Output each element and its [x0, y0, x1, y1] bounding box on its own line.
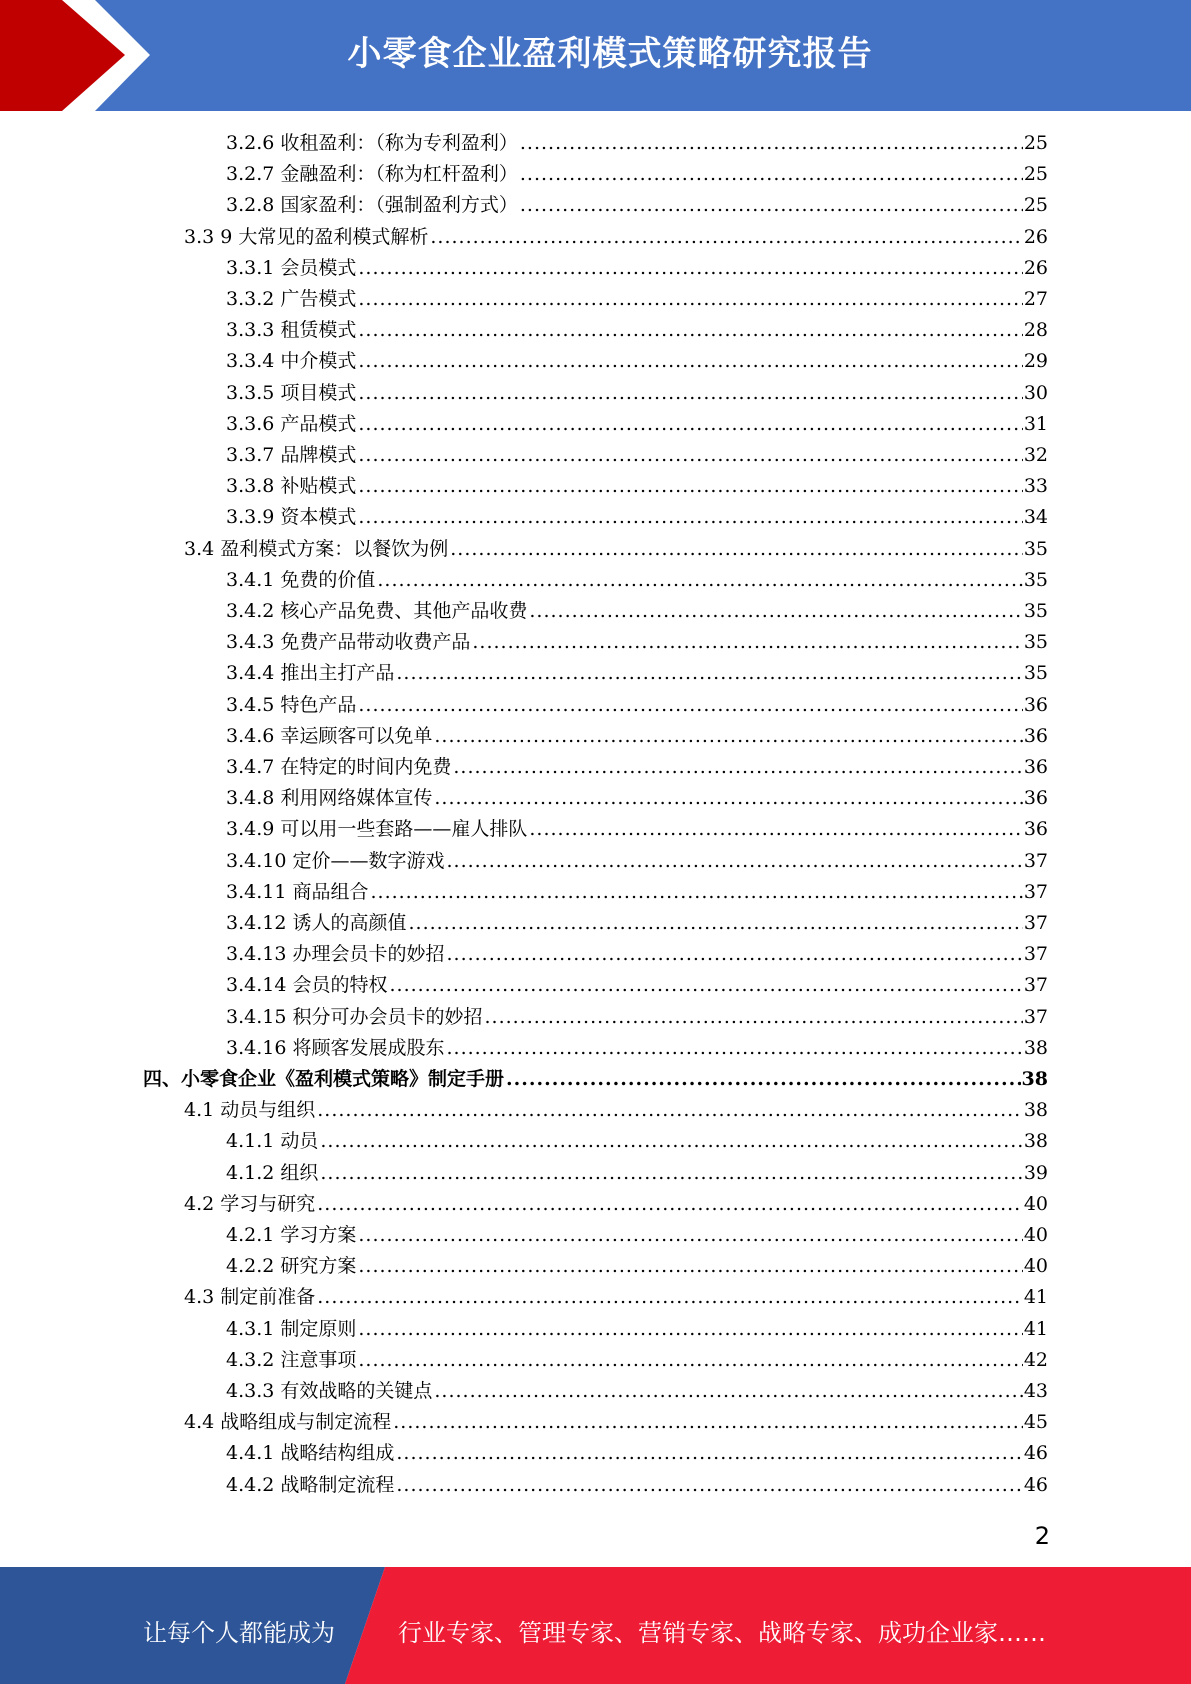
toc-entry[interactable]: [226, 658, 1048, 689]
toc-entry[interactable]: [226, 128, 1048, 159]
toc-entry-label: 3.3.1 会员模式: [226, 257, 357, 279]
toc-entry[interactable]: [226, 471, 1048, 502]
toc-entry[interactable]: [226, 596, 1048, 627]
toc-dot-leader: [453, 756, 1022, 778]
toc-entry-label: 3.3.7 品牌模式: [226, 444, 357, 466]
toc-entry-label: 3.4.2 核心产品免费、其他产品收费: [226, 600, 528, 622]
toc-entry-label: 4.3.1 制定原则: [226, 1318, 357, 1340]
toc-entry-label: 3.3.4 中介模式: [226, 350, 357, 372]
toc-entry-label: 4.4 战略组成与制定流程: [184, 1411, 392, 1433]
toc-entry-label: 3.4.6 幸运顾客可以免单: [226, 725, 433, 747]
toc-entry-page: 45: [1023, 1411, 1048, 1433]
toc-dot-leader: [529, 818, 1022, 840]
toc-entry-label: 3.3.8 补贴模式: [226, 475, 357, 497]
toc-entry[interactable]: [226, 1345, 1048, 1376]
toc-entry-page: 31: [1023, 413, 1048, 435]
page-footer: [0, 1567, 1191, 1684]
toc-entry-label: 4.3.3 有效战略的关键点: [226, 1380, 433, 1402]
toc-dot-leader: [446, 1037, 1022, 1059]
toc-entry[interactable]: [226, 627, 1048, 658]
toc-dot-leader: [358, 506, 1022, 528]
toc-dot-leader: [396, 1442, 1022, 1464]
toc-entry-page: 43: [1023, 1380, 1048, 1402]
toc-entry-page: 41: [1023, 1286, 1048, 1308]
toc-entry-label: 3.3.6 产品模式: [226, 413, 357, 435]
toc-entry[interactable]: [226, 565, 1048, 596]
toc-entry[interactable]: [226, 752, 1048, 783]
toc-entry-page: 38: [1021, 1068, 1048, 1090]
toc-entry[interactable]: [226, 409, 1048, 440]
toc-entry-page: 36: [1023, 694, 1048, 716]
toc-entry[interactable]: [226, 1251, 1048, 1282]
toc-entry-label: 3.2.8 国家盈利：（强制盈利方式）: [226, 194, 518, 216]
toc-entry[interactable]: [226, 1470, 1048, 1501]
toc-entry-label: 4.3.2 注意事项: [226, 1349, 357, 1371]
toc-dot-leader: [396, 1474, 1022, 1496]
toc-dot-leader: [358, 413, 1022, 435]
toc-entry-page: 42: [1023, 1349, 1048, 1371]
toc-entry-label: 3.4.5 特色产品: [226, 694, 357, 716]
toc-entry-page: 36: [1023, 756, 1048, 778]
toc-dot-leader: [389, 974, 1022, 996]
toc-dot-leader: [358, 1318, 1022, 1340]
toc-entry[interactable]: [226, 690, 1048, 721]
toc-entry-page: 40: [1023, 1224, 1048, 1246]
toc-dot-leader: [358, 350, 1022, 372]
toc-entry[interactable]: [226, 1033, 1048, 1064]
toc-dot-leader: [434, 725, 1022, 747]
toc-entry-page: 29: [1023, 350, 1048, 372]
toc-entry-page: 38: [1023, 1130, 1048, 1152]
toc-entry-page: 28: [1023, 319, 1048, 341]
toc-entry-label: 3.4.4 推出主打产品: [226, 662, 395, 684]
toc-entry-label: 3.3.5 项目模式: [226, 382, 357, 404]
toc-dot-leader: [317, 1286, 1023, 1308]
toc-dot-leader: [472, 631, 1022, 653]
toc-entry-label: 3.4.8 利用网络媒体宣传: [226, 787, 433, 809]
toc-entry-page: 25: [1023, 194, 1048, 216]
toc-entry-label: 4.1.2 组织: [226, 1162, 319, 1184]
toc-entry[interactable]: [143, 1064, 1048, 1095]
toc-entry-page: 27: [1023, 288, 1048, 310]
toc-entry-page: 40: [1023, 1255, 1048, 1277]
toc-entry[interactable]: [226, 1002, 1048, 1033]
toc-entry-page: 35: [1023, 600, 1048, 622]
toc-entry-label: 3.4 盈利模式方案：以餐饮为例: [184, 538, 449, 560]
toc-entry[interactable]: [184, 1189, 1048, 1220]
toc-entry[interactable]: [226, 378, 1048, 409]
toc-entry[interactable]: [226, 1126, 1048, 1157]
toc-entry-page: 35: [1023, 538, 1048, 560]
toc-entry-page: 26: [1023, 226, 1048, 248]
toc-dot-leader: [529, 600, 1022, 622]
toc-dot-leader: [446, 943, 1022, 965]
toc-entry-label: 4.2.1 学习方案: [226, 1224, 357, 1246]
toc-entry-page: 34: [1023, 506, 1048, 528]
toc-entry-page: 25: [1023, 163, 1048, 185]
toc-entry-label: 4.4.2 战略制定流程: [226, 1474, 395, 1496]
toc-entry[interactable]: [226, 783, 1048, 814]
toc-entry[interactable]: [184, 222, 1048, 253]
toc-dot-leader: [358, 288, 1022, 310]
toc-entry-label: 3.3.3 租赁模式: [226, 319, 357, 341]
toc-dot-leader: [506, 1068, 1021, 1090]
toc-entry-page: 35: [1023, 662, 1048, 684]
toc-entry-label: 3.4.11 商品组合: [226, 881, 369, 903]
toc-entry-label: 3.3.9 资本模式: [226, 506, 357, 528]
toc-entry-label: 四、小零食企业《盈利模式策略》制定手册: [143, 1068, 505, 1090]
toc-entry-page: 37: [1023, 943, 1048, 965]
toc-entry-label: 3.3 9 大常见的盈利模式解析: [184, 226, 429, 248]
toc-entry-label: 3.4.16 将顾客发展成股东: [226, 1037, 445, 1059]
toc-entry-page: 36: [1023, 725, 1048, 747]
toc-entry-label: 3.3.2 广告模式: [226, 288, 357, 310]
toc-dot-leader: [520, 132, 1023, 154]
toc-dot-leader: [358, 382, 1022, 404]
toc-entry[interactable]: [226, 253, 1048, 284]
toc-dot-leader: [358, 1349, 1022, 1371]
toc-entry[interactable]: [226, 1376, 1048, 1407]
toc-entry-page: 35: [1023, 569, 1048, 591]
toc-entry-label: 4.4.1 战略结构组成: [226, 1442, 395, 1464]
toc-entry-page: 39: [1023, 1162, 1048, 1184]
toc-entry-page: 37: [1023, 850, 1048, 872]
toc-entry-page: 37: [1023, 881, 1048, 903]
toc-entry-label: 3.4.7 在特定的时间内免费: [226, 756, 452, 778]
toc-entry-label: 3.2.7 金融盈利：（称为杠杆盈利）: [226, 163, 518, 185]
toc-dot-leader: [434, 787, 1022, 809]
toc-dot-leader: [377, 569, 1022, 591]
toc-entry-page: 37: [1023, 1006, 1048, 1028]
toc-dot-leader: [430, 226, 1022, 248]
toc-dot-leader: [317, 1099, 1023, 1121]
toc-entry-page: 35: [1023, 631, 1048, 653]
document-title: 小零食企业盈利模式策略研究报告: [347, 34, 873, 74]
toc-dot-leader: [520, 194, 1023, 216]
toc-entry-page: 38: [1023, 1099, 1048, 1121]
toc-dot-leader: [396, 662, 1022, 684]
toc-entry[interactable]: [226, 1438, 1048, 1469]
toc-dot-leader: [358, 444, 1022, 466]
toc-entry-label: 4.1 动员与组织: [184, 1099, 316, 1121]
toc-entry-page: 40: [1023, 1193, 1048, 1215]
toc-entry-label: 4.1.1 动员: [226, 1130, 319, 1152]
toc-entry[interactable]: [226, 502, 1048, 533]
toc-entry[interactable]: [226, 346, 1048, 377]
toc-entry[interactable]: [226, 908, 1048, 939]
toc-entry-label: 4.2.2 研究方案: [226, 1255, 357, 1277]
toc-entry[interactable]: [226, 1158, 1048, 1189]
toc-dot-leader: [320, 1162, 1022, 1184]
toc-entry-page: 32: [1023, 444, 1048, 466]
toc-dot-leader: [358, 1255, 1022, 1277]
toc-entry-label: 3.4.1 免费的价值: [226, 569, 376, 591]
toc-entry-page: 37: [1023, 974, 1048, 996]
toc-entry-page: 25: [1023, 132, 1048, 154]
toc-entry[interactable]: [226, 939, 1048, 970]
toc-dot-leader: [520, 163, 1023, 185]
toc-entry-page: 30: [1023, 382, 1048, 404]
toc-entry[interactable]: [226, 1314, 1048, 1345]
toc-entry-label: 3.4.10 定价——数字游戏: [226, 850, 445, 872]
toc-entry-label: 3.4.3 免费产品带动收费产品: [226, 631, 471, 653]
toc-dot-leader: [408, 912, 1022, 934]
toc-entry-page: 36: [1023, 787, 1048, 809]
toc-dot-leader: [393, 1411, 1023, 1433]
toc-entry-page: 46: [1023, 1442, 1048, 1464]
toc-dot-leader: [370, 881, 1022, 903]
toc-entry[interactable]: [184, 1095, 1048, 1126]
toc-dot-leader: [358, 475, 1022, 497]
toc-dot-leader: [358, 319, 1022, 341]
toc-entry-page: 36: [1023, 818, 1048, 840]
toc-entry-label: 3.4.15 积分可办会员卡的妙招: [226, 1006, 483, 1028]
toc-entry-page: 46: [1023, 1474, 1048, 1496]
toc-entry[interactable]: [226, 190, 1048, 221]
toc-entry[interactable]: [226, 1220, 1048, 1251]
toc-dot-leader: [358, 257, 1022, 279]
toc-dot-leader: [450, 538, 1023, 560]
toc-entry-label: 3.4.14 会员的特权: [226, 974, 388, 996]
toc-entry-label: 3.4.13 办理会员卡的妙招: [226, 943, 445, 965]
toc-dot-leader: [434, 1380, 1022, 1402]
toc-entry-label: 3.4.9 可以用一些套路——雇人排队: [226, 818, 528, 840]
toc-entry[interactable]: [226, 877, 1048, 908]
toc-dot-leader: [317, 1193, 1023, 1215]
toc-entry[interactable]: [226, 970, 1048, 1001]
page-number: 2: [1034, 1522, 1050, 1550]
toc-entry[interactable]: [226, 814, 1048, 845]
toc-entry-label: 3.2.6 收租盈利：（称为专利盈利）: [226, 132, 518, 154]
footer-slogan-right: 行业专家、管理专家、营销专家、战略专家、成功企业家……: [398, 1619, 1046, 1647]
toc-entry[interactable]: [226, 846, 1048, 877]
toc-entry-page: 38: [1023, 1037, 1048, 1059]
toc-entry[interactable]: [226, 284, 1048, 315]
toc-entry-label: 4.2 学习与研究: [184, 1193, 316, 1215]
toc-entry[interactable]: [226, 315, 1048, 346]
toc-entry-page: 41: [1023, 1318, 1048, 1340]
toc-entry-label: 4.3 制定前准备: [184, 1286, 316, 1308]
toc-entry-page: 33: [1023, 475, 1048, 497]
toc-entry-page: 37: [1023, 912, 1048, 934]
toc-entry-label: 3.4.12 诱人的高颜值: [226, 912, 407, 934]
toc-entry[interactable]: [226, 721, 1048, 752]
toc-dot-leader: [358, 694, 1022, 716]
toc-dot-leader: [358, 1224, 1022, 1246]
toc-entry[interactable]: [184, 1282, 1048, 1313]
toc-entry[interactable]: [184, 534, 1048, 565]
page-header: [0, 0, 1191, 111]
toc-entry[interactable]: [184, 1407, 1048, 1438]
toc-entry-page: 26: [1023, 257, 1048, 279]
toc-dot-leader: [446, 850, 1022, 872]
toc-entry[interactable]: [226, 159, 1048, 190]
toc-entry[interactable]: [226, 440, 1048, 471]
toc-dot-leader: [320, 1130, 1022, 1152]
footer-slogan-left: 让每个人都能成为: [143, 1619, 335, 1647]
toc-dot-leader: [484, 1006, 1022, 1028]
